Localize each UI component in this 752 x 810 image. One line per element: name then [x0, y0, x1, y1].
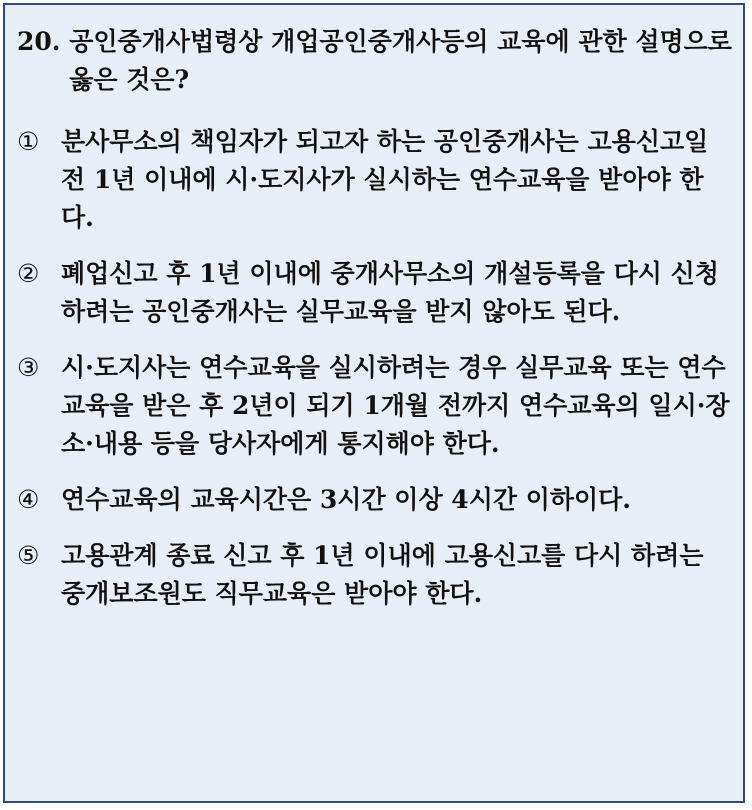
option-4-marker: ④ — [17, 485, 40, 514]
question-content — [5, 5, 743, 613]
option-1[interactable] — [17, 123, 733, 237]
option-3-text: 시·도지사는 연수교육을 실시하려는 경우 실무교육 또는 연수교육을 받은 후 2년이 되기 1개월 전까지 연수교육의 일시·장소·내용 등을 당사자에게 통지해야 한다. — [61, 353, 730, 458]
option-4[interactable] — [17, 481, 733, 519]
option-2-marker: ② — [17, 259, 40, 288]
option-5-text: 고용관계 종료 신고 후 1년 이내에 고용신고를 다시 하려는 중개보조원도 직무교육은 받아야 한다. — [61, 541, 704, 608]
option-2[interactable] — [17, 255, 733, 331]
question-text: 공인중개사법령상 개업공인중개사등의 교육에 관한 설명으로 옳은 것은? — [69, 27, 732, 94]
question-number: 20. — [17, 27, 70, 56]
option-4-text: 연수교육의 교육시간은 3시간 이상 4시간 이하이다. — [61, 485, 632, 514]
option-1-marker: ① — [17, 127, 40, 156]
option-1-text: 분사무소의 책임자가 되고자 하는 공인중개사는 고용신고일 전 1년 이내에 시·도지사가 실시하는 연수교육을 받아야 한다. — [61, 127, 709, 232]
question-box — [3, 3, 745, 803]
option-3[interactable] — [17, 349, 733, 463]
answer-options — [17, 123, 733, 613]
option-5-marker: ⑤ — [17, 541, 40, 570]
question-stem — [17, 23, 733, 99]
option-3-marker: ③ — [17, 353, 40, 382]
option-2-text: 폐업신고 후 1년 이내에 중개사무소의 개설등록을 다시 신청하려는 공인중개사는 실무교육을 받지 않아도 된다. — [61, 259, 719, 326]
option-5[interactable] — [17, 537, 733, 613]
